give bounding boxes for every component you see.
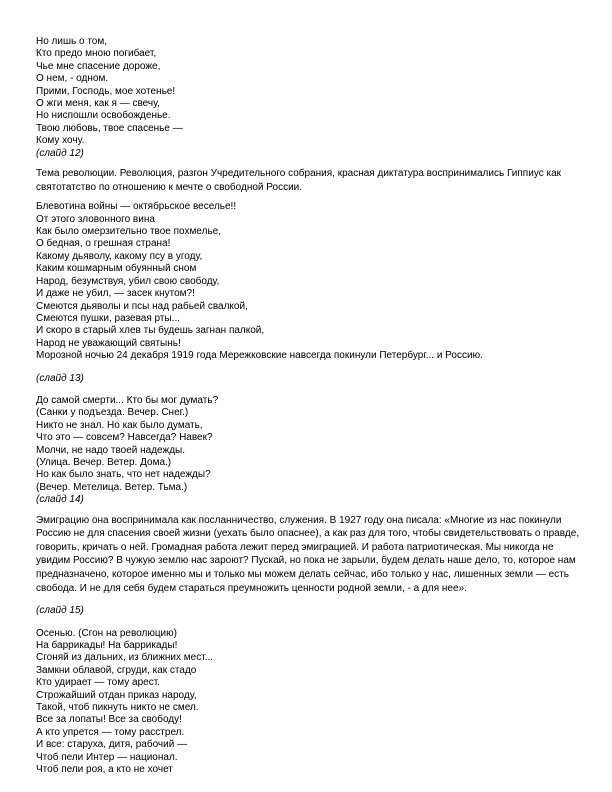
- poem-line: Каким кошмарным обуянный сном: [36, 263, 197, 275]
- slide-marker: (слайд 12): [36, 147, 84, 159]
- poem-line: Какому дьяволу, какому псу в угоду,: [36, 250, 203, 262]
- poem-line: Молчи, не надо твоей надежды.: [36, 444, 185, 456]
- poem-line: Но ниспошли освобожденье.: [36, 110, 171, 122]
- poem-line: И все: старуха, дитя, рабочий —: [36, 739, 188, 751]
- slide-marker: (слайд 13): [36, 372, 84, 384]
- poem-line: (Санки у подъезда. Вечер. Снег.): [36, 407, 189, 419]
- poem-line: На баррикады! На баррикады!: [36, 639, 178, 651]
- poem-line: О бедная, о грешная страна!: [36, 238, 171, 250]
- poem-line: Чтоб пели Интер — национал.: [36, 751, 178, 763]
- poem-prayer: [36, 36, 581, 148]
- poem-line: Осенью. (Сгон на революцию): [36, 627, 177, 639]
- poem-autumn: [36, 628, 581, 777]
- slide-marker: (слайд 14): [36, 494, 84, 506]
- poem-line: До самой смерти... Кто бы мог думать?: [36, 394, 219, 406]
- poem-line: Все за лопаты! Все за свободу!: [36, 714, 182, 726]
- poem-october: [36, 201, 581, 350]
- poem-line: Прими, Господь, мое хотенье!: [36, 85, 176, 97]
- poem-line: Но лишь о том,: [36, 36, 108, 47]
- poem-line: Смеются пушки, разевая рты...: [36, 312, 180, 324]
- poem-line: Как было омерзительно твое похмелье,: [36, 226, 221, 238]
- poem-line: Кто удирает — тому арест.: [36, 677, 160, 689]
- paragraph-revolution: Тема революции. Революция, разгон Учредительного собрания, красная диктатура воспринимались Гиппиус как святотатство по отношению к мечте о свободной России.: [36, 168, 562, 193]
- poem-line: От этого зловонного вина: [36, 213, 155, 225]
- poem-line: О жги меня, как я — свечу,: [36, 98, 160, 110]
- poem-line: Блевотина войны — октябрьское веселье!!: [36, 201, 237, 213]
- poem-line: А кто упрется — тому расстрел.: [36, 726, 185, 738]
- poem-line: Чтоб пели роя, а кто не хочет: [36, 764, 173, 776]
- poem-line: Никто не знал. Но как было думать,: [36, 419, 203, 431]
- poem-until-death: [36, 395, 581, 494]
- poem-line: И даже не убил, — засек кнутом?!: [36, 288, 195, 300]
- poem-line: И скоро в старый хлев ты будешь загнан палкой,: [36, 325, 265, 337]
- poem-line: Народ не уважающий святынь!: [36, 337, 181, 349]
- poem-line: О нем, - одном.: [36, 73, 109, 85]
- poem-line: Но как было знать, что нет надежды?: [36, 469, 211, 481]
- poem-line: Чье мне спасение дороже,: [36, 60, 161, 72]
- poem-line: Замкни облавой, сгруди, как стадо: [36, 664, 197, 676]
- poem-line: (Вечер. Метелица. Ветер. Тьма.): [36, 481, 188, 493]
- poem-line: (Улица. Вечер. Ветер. Дома.): [36, 456, 172, 468]
- document-page: [36, 36, 581, 776]
- slide-marker: (слайд 15): [36, 605, 84, 617]
- poem-line: Сгоняй из дальних, из ближних мест...: [36, 652, 214, 664]
- poem-line: Кому хочу.: [36, 135, 85, 147]
- poem-line: Что это — совсем? Навсегда? Навек?: [36, 432, 213, 444]
- text-line-leave-russia: Морозной ночью 24 декабря 1919 года Мережковские навсегда покинули Петербург... и Россию.: [36, 350, 483, 362]
- poem-line: Строжайший отдан приказ народу,: [36, 689, 197, 701]
- poem-line: Народ, безумствуя, убил свою свободу,: [36, 275, 220, 287]
- poem-line: Кто предо мною погибает,: [36, 48, 157, 60]
- poem-line: Такой, чтоб пикнуть никто не смел.: [36, 702, 199, 713]
- paragraph-emigration: Эмиграцию она воспринимала как посланничество, служения. В 1927 году она писала: «Многие из нас покинули Россию не для спасения своей жизни (уехать было опаснее), а как раз для того, чтобы свидетельствовать о правде, говорить, кричать о ней. Громадная работа лежит перед эмиграцией. И работа патриотическая. Мы никогда не увидим Россию? В чужую землю нас зароют? Пускай, но пока не зарыли, будем делать наше дело, то, которое нам предназначено, которое именно мы и только мы можем делать сейчас, ибо только у нас, лишенных земли — есть свобода. И не для себя будем стараться преумножить ценности родной земли, - а для нее».: [36, 514, 580, 594]
- poem-line: Смеются дьяволы и псы над рабьей свалкой,: [36, 300, 248, 312]
- poem-line: Твою любовь, твое спасенье —: [36, 122, 183, 134]
